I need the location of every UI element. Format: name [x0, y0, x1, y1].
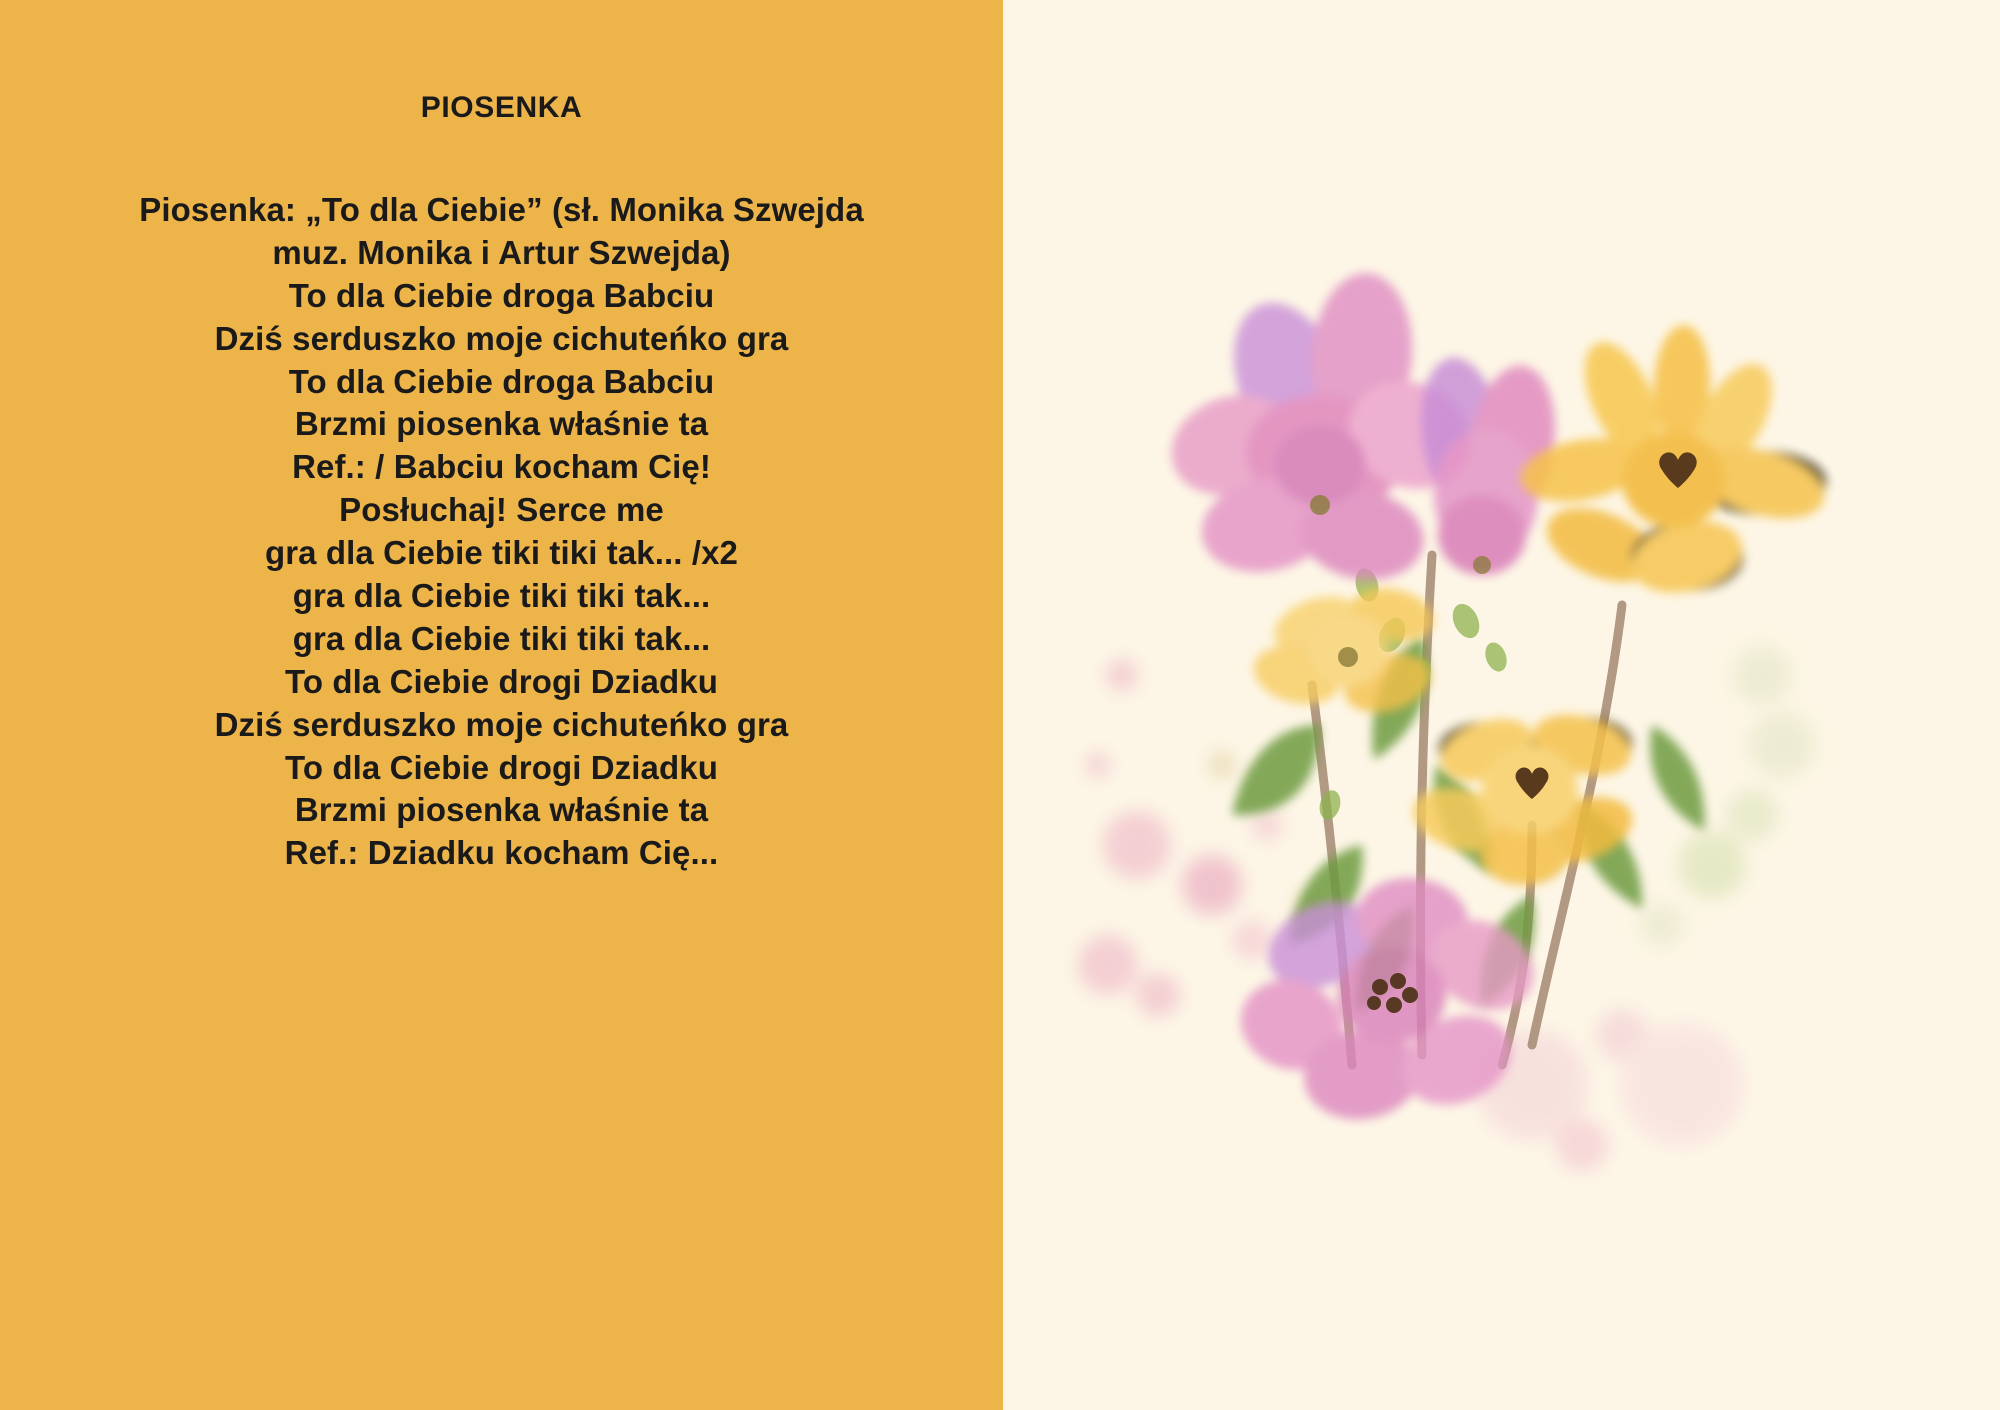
- lyric-line: Ref.: / Babciu kocham Cię!: [292, 448, 711, 486]
- watercolor-flower-bouquet-icon: [1062, 205, 1942, 1205]
- lyric-line: Brzmi piosenka właśnie ta: [294, 405, 709, 443]
- lyric-line: To dla Ciebie drogi Dziadku: [285, 662, 718, 700]
- lyric-line: gra dla Ciebie tiki tiki tak... /x2: [264, 534, 738, 572]
- lyrics-text-block: [0, 88, 1003, 875]
- lyric-line: Ref.: Dziadku kocham Cię...: [284, 834, 719, 872]
- lyric-line: gra dla Ciebie tiki tiki tak...: [292, 577, 711, 615]
- lyric-line: To dla Ciebie droga Babciu: [288, 362, 715, 400]
- illustration-panel: [1003, 0, 2000, 1410]
- lyric-line: Posłuchaj! Serce me: [339, 491, 664, 529]
- lyric-line: Dziś serduszko moje cichuteńko gra: [214, 705, 789, 743]
- lyric-line: Piosenka: „To dla Ciebie” (sł. Monika Szwejda: [139, 191, 864, 228]
- lyric-line: gra dla Ciebie tiki tiki tak...: [292, 619, 711, 657]
- lyric-line: muz. Monika i Artur Szwejda): [272, 233, 731, 271]
- lyric-line: To dla Ciebie drogi Dziadku: [285, 748, 718, 786]
- lyric-line: Dziś serduszko moje cichuteńko gra: [214, 319, 789, 357]
- lyric-line: Brzmi piosenka właśnie ta: [294, 791, 709, 829]
- lyrics-title: PIOSENKA: [420, 91, 583, 124]
- lyric-line: To dla Ciebie droga Babciu: [288, 276, 715, 314]
